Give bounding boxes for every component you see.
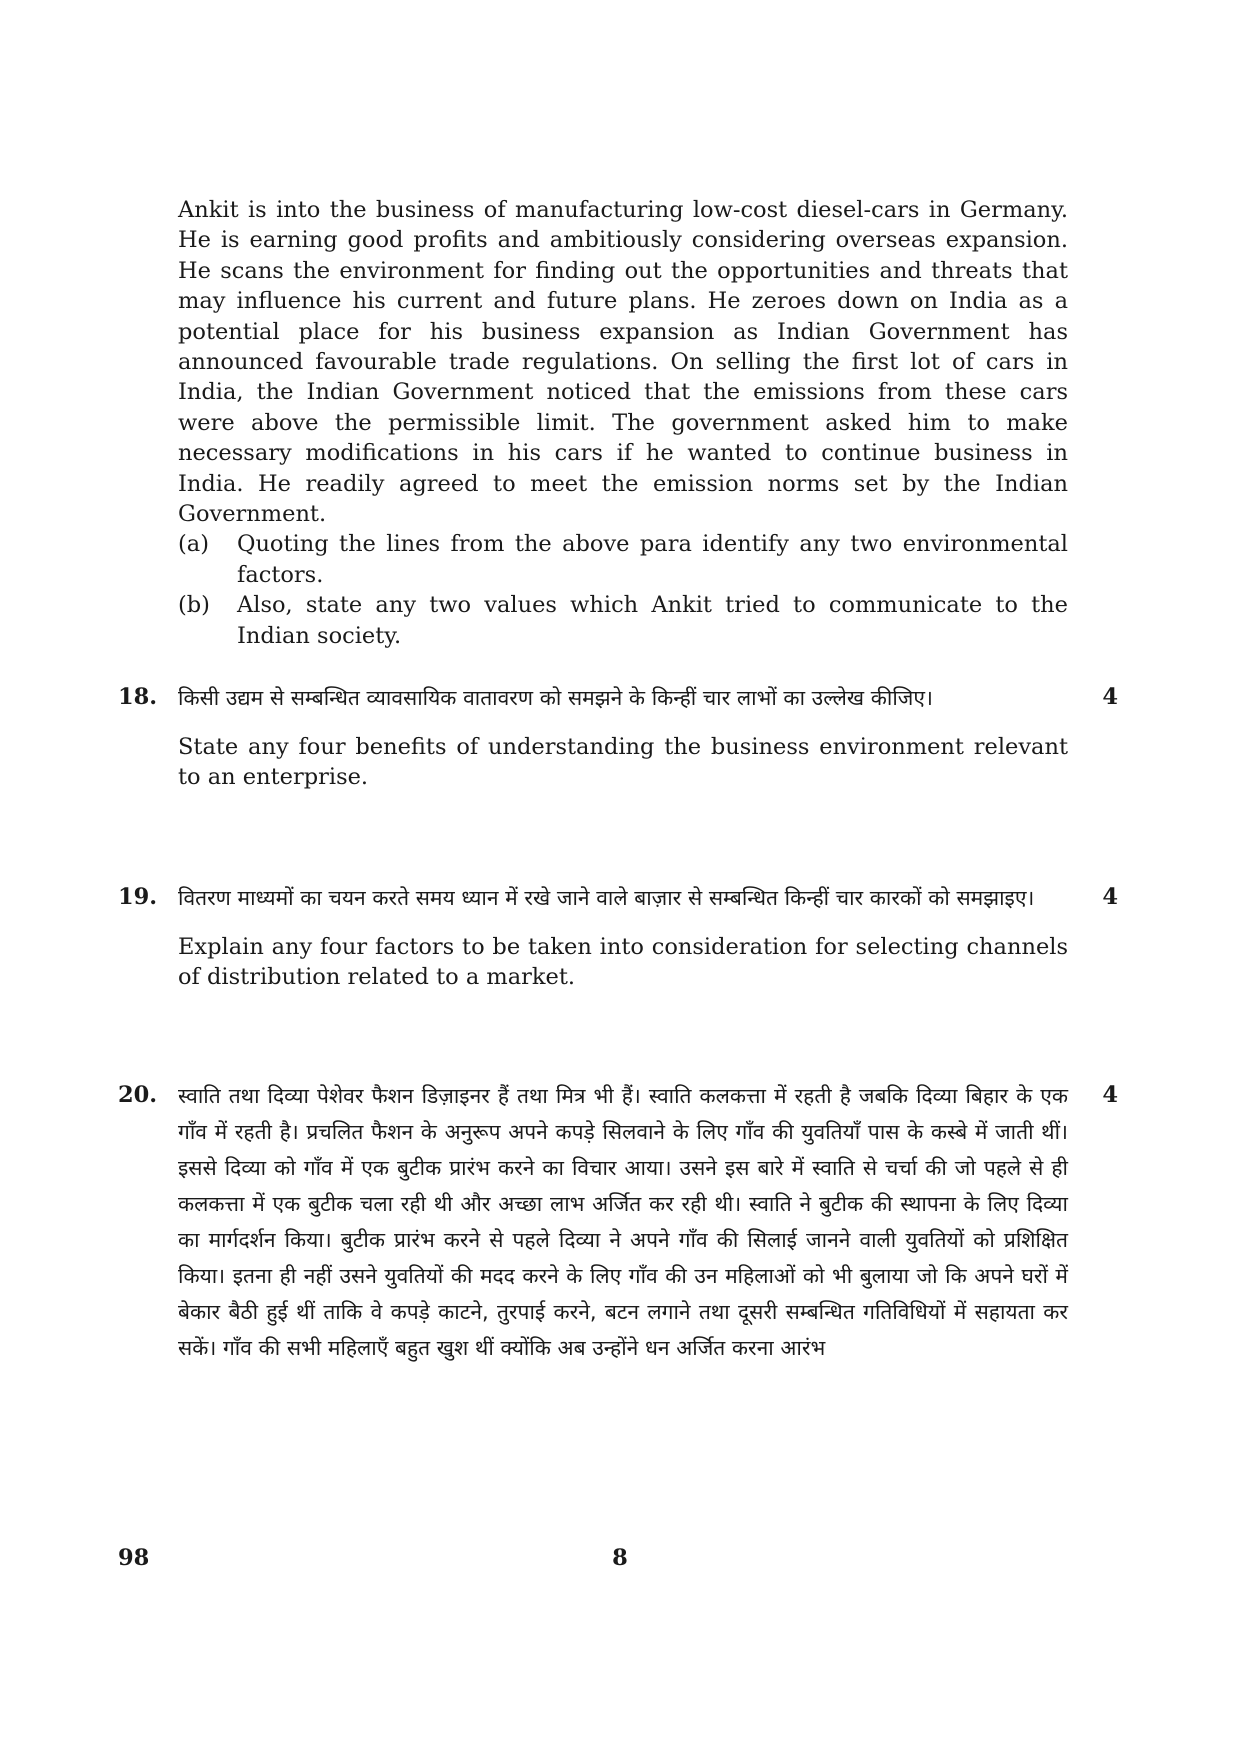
question-text-hindi: किसी उद्यम से सम्बन्धित व्यावसायिक वातावरण को समझने के किन्हीं चार लाभों का उल्लेख कीजिए। (178, 686, 933, 710)
sub-question-label: (a) (178, 531, 209, 558)
case-paragraph: Ankit is into the business of manufacturing low-cost diesel-cars in Germany. He is earning good profits and ambitiously considering overseas expansion. He scans the environment for finding out the opportunities and threats that may influence his current and future plans. He zeroes down on India as a potential place for his business expansion as Indian Government has announced favourable trade regulations. On selling the first lot of cars in India, the Indian Government noticed that the emissions from these cars were above the permissible limit. The government asked him to make necessary modifications in his cars if he wanted to continue business in India. He readily agreed to meet the emission norms set by the Indian Government. (178, 197, 1068, 528)
question-number: 20. (118, 1082, 158, 1108)
page-number: 8 (612, 1545, 628, 1571)
sub-question-text: Also, state any two values which Ankit tried to communicate to the Indian society. (237, 592, 1068, 649)
question-number: 18. (118, 684, 158, 710)
sub-question-text: Quoting the lines from the above para identify any two environmental factors. (237, 531, 1068, 588)
question-body (178, 1078, 1068, 1366)
sub-question-label: (b) (178, 592, 210, 619)
question-text-hindi: स्वाति तथा दिव्या पेशेवर फैशन डिज़ाइनर हैं तथा मित्र भी हैं। स्वाति कलकत्ता में रहती है जबकि दिव्या बिहार के एक गाँव में रहती है। प्रचलित फैशन के अनुरूप अपने कपड़े सिलवाने के लिए गाँव की युवतियाँ पास के कस्बे में जाती थीं। इससे दिव्या को गाँव में एक बुटीक प्रारंभ करने का विचार आया। उसने इस बारे में स्वाति से चर्चा की जो पहले से ही कलकत्ता में एक बुटीक चला रही थी और अच्छा लाभ अर्जित कर रही थी। स्वाति ने बुटीक की स्थापना के लिए दिव्या का मार्गदर्शन किया। बुटीक प्रारंभ करने से पहले दिव्या ने अपने गाँव की सिलाई जानने वाली युवतियों को प्रशिक्षित किया। इतना ही नहीं उसने युवतियों की मदद करने के लिए गाँव की उन महिलाओं को भी बुलाया जो कि अपने घरों में बेकार बैठी हुई थीं ताकि वे कपड़े काटने, तुरपाई करने, बटन लगाने तथा दूसरी सम्बन्धित गतिविधियों में सहायता कर सकें। गाँव की सभी महिलाएँ बहुत खुश थीं क्योंकि अब उन्होंने धन अर्जित करना आरंभ (178, 1084, 1068, 1360)
paper-code: 98 (118, 1545, 150, 1571)
question-20 (118, 1078, 1118, 1366)
question-marks: 4 (1102, 684, 1118, 710)
question-17-continuation (178, 195, 1068, 651)
question-marks: 4 (1102, 1082, 1118, 1108)
sub-question-a (178, 529, 1068, 590)
question-body (178, 880, 1068, 993)
question-19 (118, 880, 1118, 993)
question-body (178, 680, 1068, 793)
question-text-english: Explain any four factors to be taken into consideration for selecting channels of distribution related to a market. (178, 934, 1068, 991)
question-text-hindi: वितरण माध्यमों का चयन करते समय ध्यान में रखे जाने वाले बाज़ार से सम्बन्धित किन्हीं चार कारकों को समझाइए। (178, 886, 1035, 910)
question-18 (118, 680, 1118, 793)
question-text-english: State any four benefits of understanding the business environment relevant to an enterprise. (178, 734, 1068, 791)
sub-question-b (178, 590, 1068, 651)
question-number: 19. (118, 884, 158, 910)
question-marks: 4 (1102, 884, 1118, 910)
